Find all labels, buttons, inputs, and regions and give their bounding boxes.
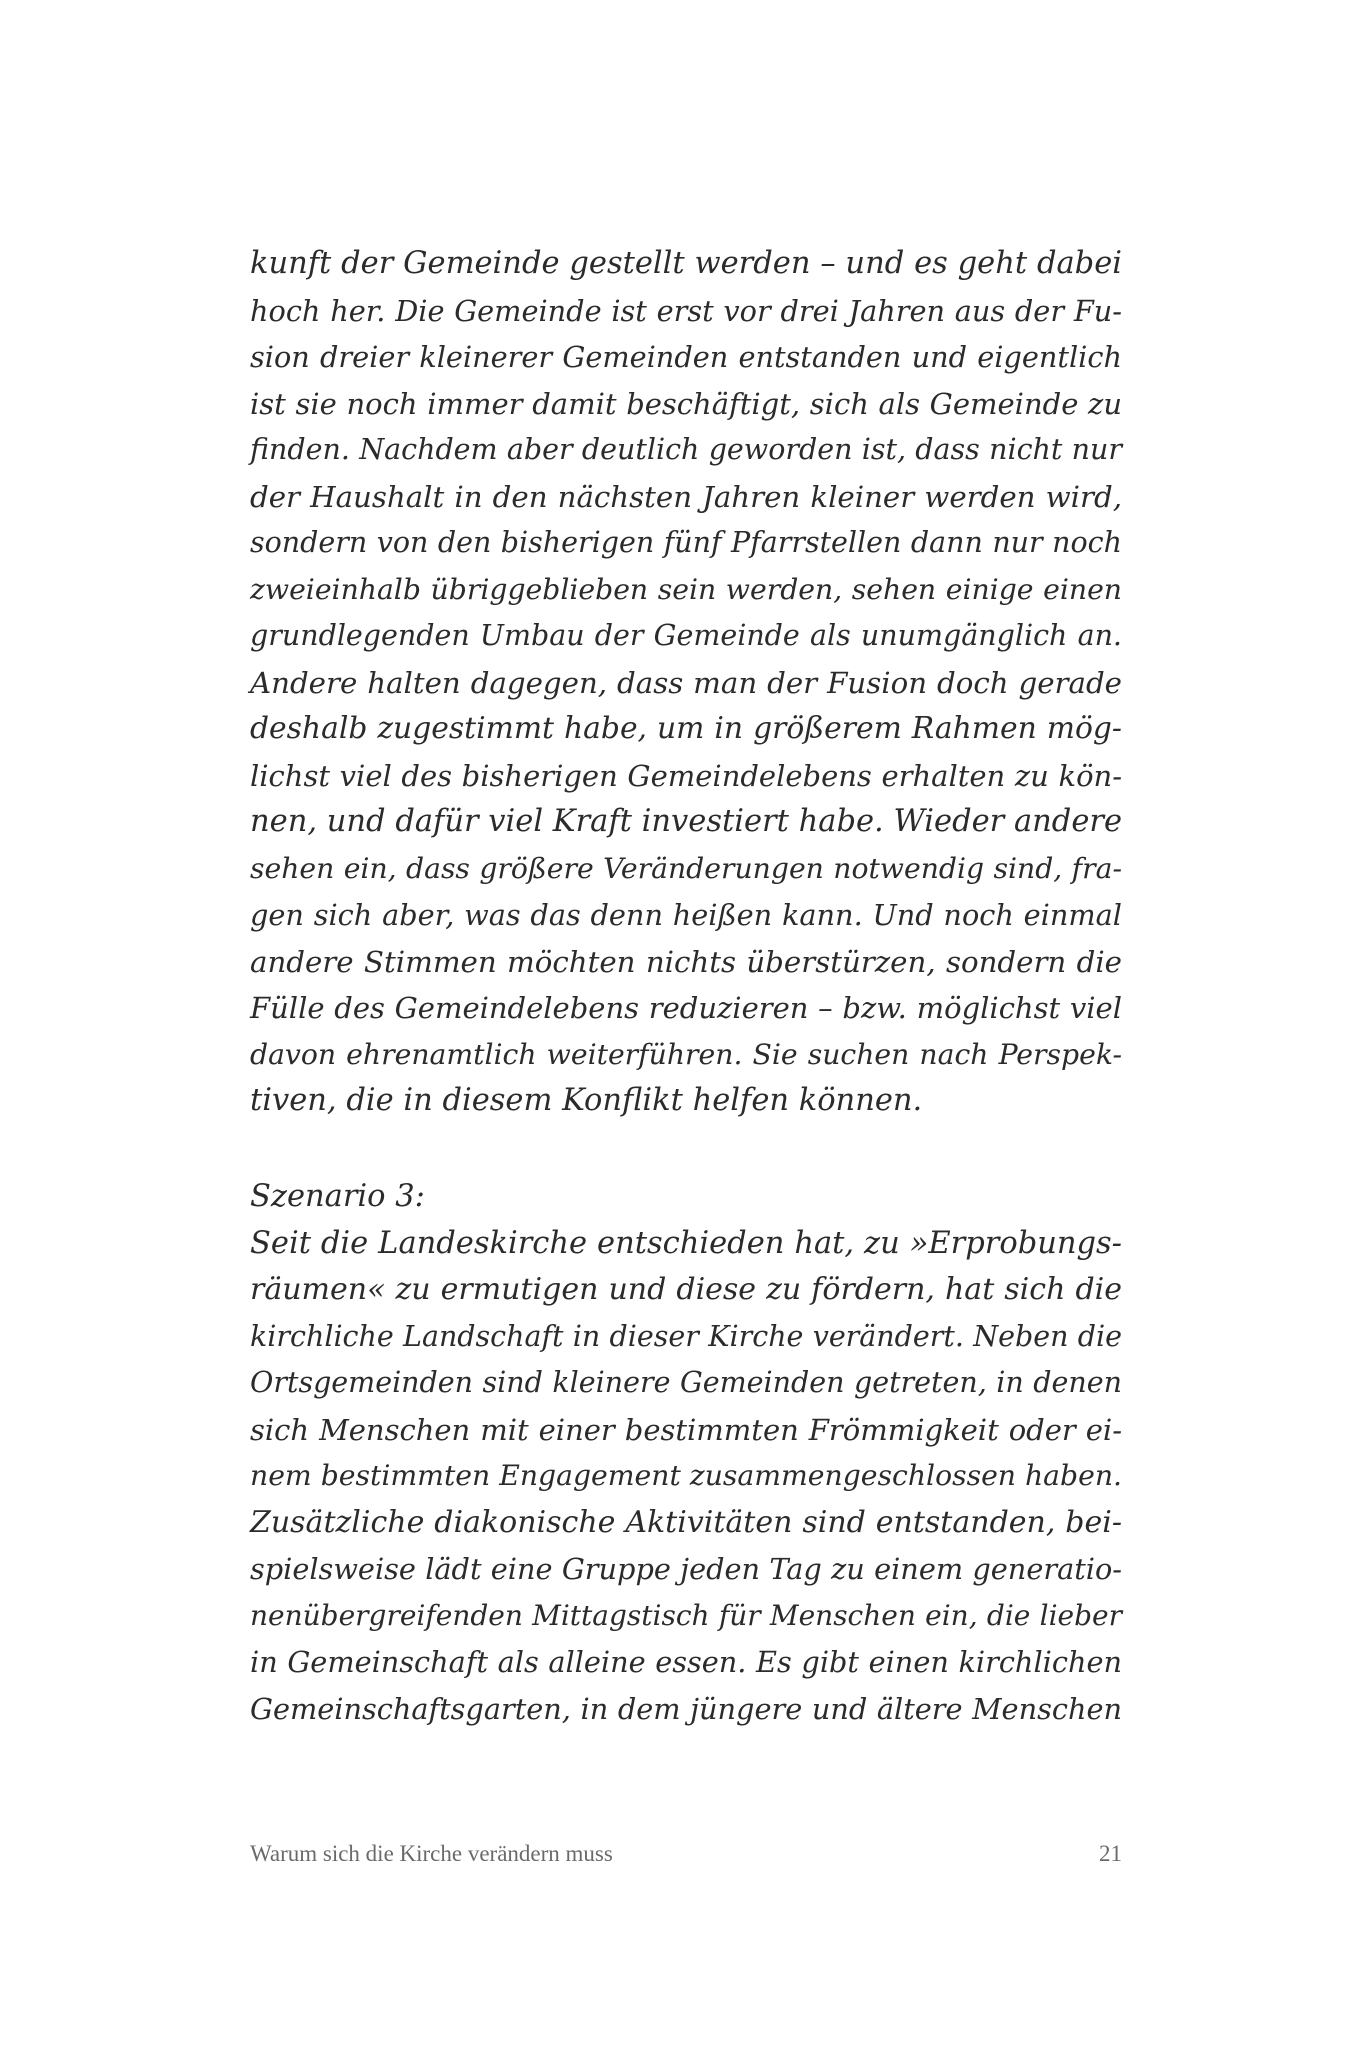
paragraph-continued [250,241,1122,1125]
text-line: sehen ein, dass größere Veränderungen notwendig sind, fra- [250,851,1122,885]
text-line: davon ehrenamtlich weiterführen. Sie suchen nach Perspek- [250,1037,1122,1071]
text-line: sich Menschen mit einer bestimmten Frömmigkeit oder ei- [250,1412,1122,1447]
text-line: finden. Nachdem aber deutlich geworden ist, dass nicht nur [250,433,1122,466]
text-line: Andere halten dagegen, dass man der Fusion doch gerade [250,665,1122,700]
text-line: andere Stimmen möchten nichts überstürzen, sondern die [250,944,1122,979]
text-line: ist sie noch immer damit beschäftigt, sich als Gemeinde zu [250,386,1122,421]
text-line: zweieinhalb übriggeblieben sein werden, sehen einige einen [250,572,1122,606]
page-footer [250,1834,1122,1874]
text-line: Gemeinschaftsgarten, in dem jüngere und ältere Menschen [250,1691,1122,1726]
text-line: nem bestimmten Engagement zusammengeschlossen haben. [250,1459,1122,1492]
text-line: tiven, die in diesem Konflikt helfen können. [250,1083,923,1118]
scenario-3-section [250,1174,1122,1732]
running-title: Warum sich die Kirche verändern muss [250,1841,613,1866]
text-line: Seit die Landeskirche entschieden hat, zu »Erprobungs- [250,1225,1122,1261]
text-line: gen sich aber, was das denn heißen kann. Und noch einmal [250,898,1122,932]
text-line: in Gemeinschaft als alleine essen. Es gibt einen kirchlichen [250,1645,1122,1679]
text-line: Zusätzliche diakonische Aktivitäten sind entstanden, bei- [250,1504,1122,1540]
page-number: 21 [1099,1841,1122,1866]
text-line: sion dreier kleinerer Gemeinden entstanden und eigentlich [250,340,1122,374]
text-line: kirchliche Landschaft in dieser Kirche verändert. Neben die [250,1319,1122,1353]
text-line: kunft der Gemeinde gestellt werden – und es geht dabei [250,246,1122,281]
text-line: nenübergreifenden Mittagstisch für Menschen ein, die lieber [250,1598,1122,1632]
text-line: lichst viel des bisherigen Gemeindelebens erhalten zu kön- [250,758,1122,793]
text-line: Ortsgemeinden sind kleinere Gemeinden getreten, in denen [250,1366,1122,1399]
text-line: spielsweise lädt eine Gruppe jeden Tag zu einem generatio- [250,1552,1122,1586]
text-line: nen, und dafür viel Kraft investiert habe. Wieder andere [250,804,1122,839]
text-line: sondern von den bisherigen fünf Pfarrstellen dann nur noch [250,526,1122,559]
text-line: hoch her. Die Gemeinde ist erst vor drei Jahren aus der Fu- [250,293,1122,328]
text-line: deshalb zugestimmt habe, um in größerem Rahmen mög- [250,711,1122,746]
text-line: der Haushalt in den nächsten Jahren kleiner werden wird, [250,479,1122,514]
text-line: grundlegenden Umbau der Gemeinde als unumgänglich an. [250,619,1122,652]
text-line: räumen« zu ermutigen und diese zu fördern, hat sich die [250,1272,1122,1307]
scenario-heading: Szenario 3: [250,1179,425,1214]
text-line: Fülle des Gemeindelebens reduzieren – bzw. möglichst viel [250,991,1122,1025]
